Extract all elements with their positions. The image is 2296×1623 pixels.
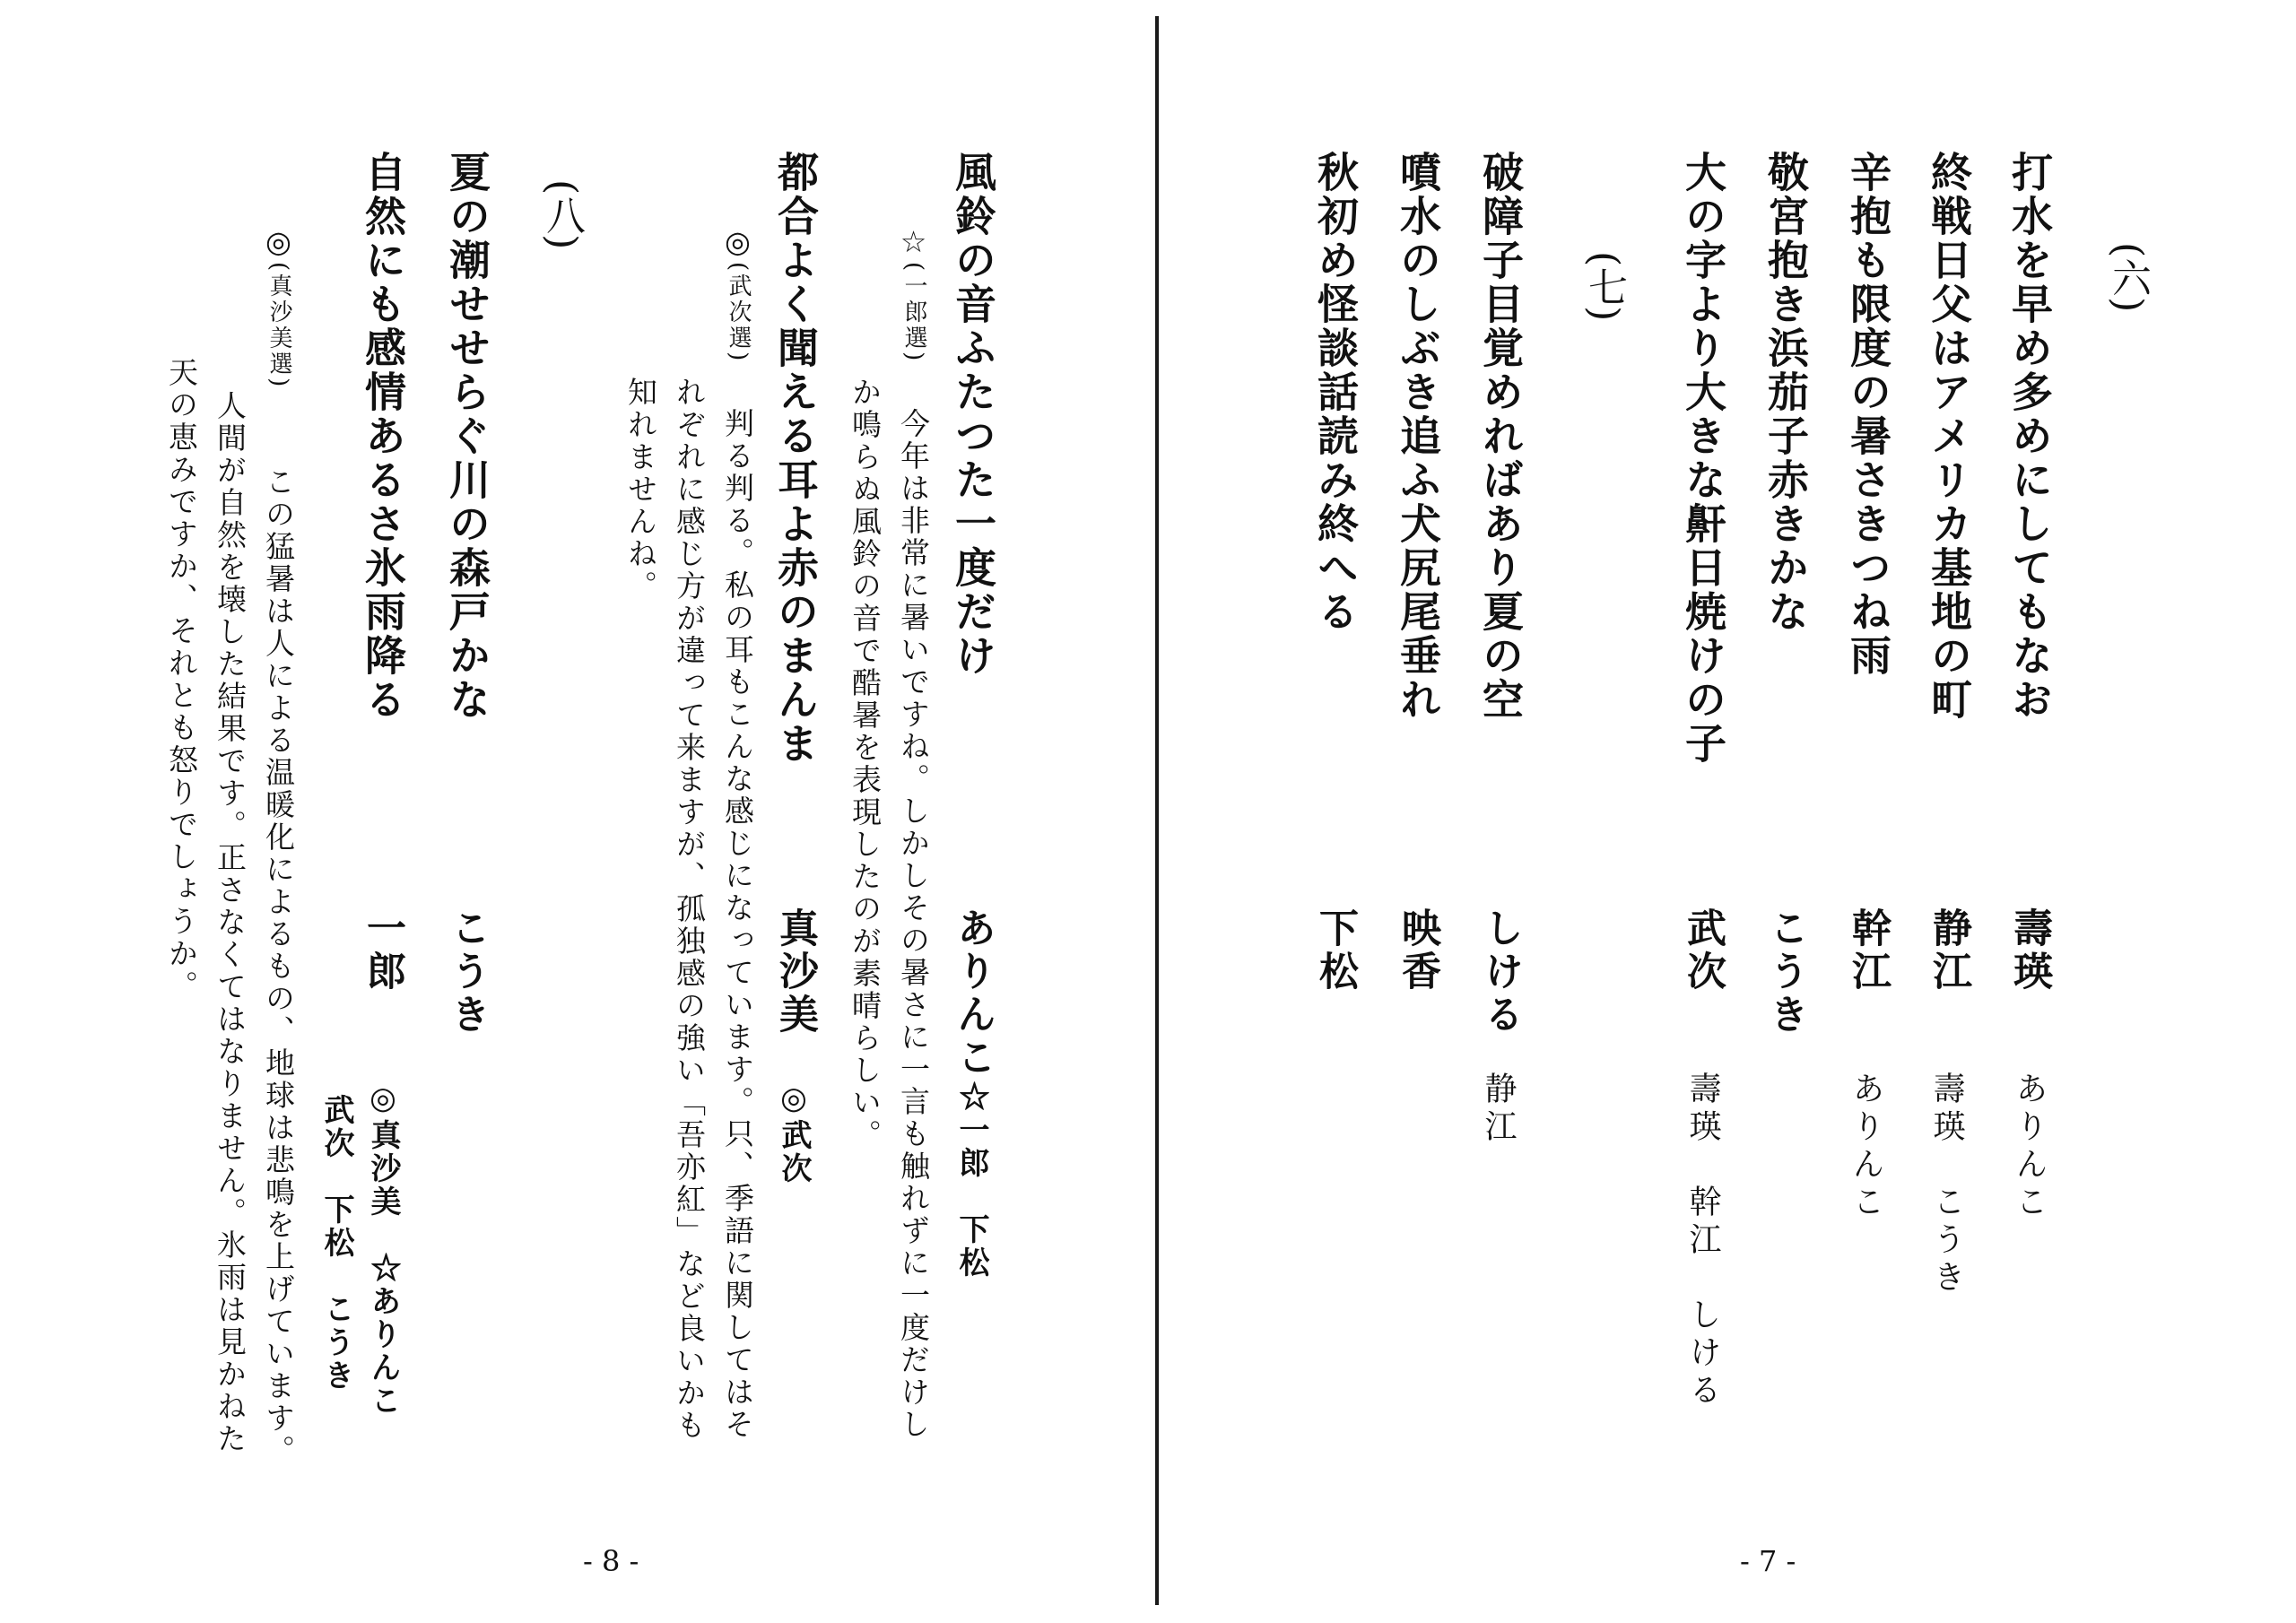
haiku-selectors: 壽瑛 幹江 しける	[1684, 1072, 1721, 1410]
haiku-text: 噴水のしぶき追ふ犬尻尾垂れ	[1394, 151, 1442, 722]
haiku-selectors: 静江	[1480, 1072, 1517, 1147]
haiku-text: 都合よく聞える耳よ赤のまんま	[771, 151, 820, 766]
section-heading-7: (七)	[1581, 251, 1627, 322]
haiku-author: しける	[1477, 907, 1523, 1037]
haiku-text: 破障子目覚めればあり夏の空	[1476, 151, 1525, 722]
haiku-selectors: ありんこ	[1848, 1072, 1884, 1222]
haiku-author: 映香	[1395, 907, 1440, 994]
comment-selector: (真沙美選)	[265, 262, 292, 390]
haiku-selectors: ◎真沙美 ☆ありんこ	[365, 1081, 401, 1418]
haiku-text: 辛抱も限度の暑さきつね雨	[1844, 151, 1892, 678]
comment-line: か鳴らぬ風鈴の音で酷暑を表現したのが素晴らしい。	[848, 377, 883, 1151]
haiku-text: 打水を早め多めにしてもなお	[2005, 151, 2054, 722]
haiku-text: 夏の潮せせらぐ川の森戸かな	[443, 151, 491, 722]
haiku-author: 幹江	[1845, 907, 1891, 994]
haiku-author: 静江	[1926, 907, 1971, 994]
haiku-author: 下松	[1312, 907, 1358, 994]
comment-mark: ◎	[720, 224, 755, 262]
haiku-author: 壽瑛	[2006, 907, 2052, 994]
comment-line: 判る判る。私の耳もこんな感じになっています。只、季語に関してはそ	[720, 408, 755, 1441]
haiku-author: こうき	[1762, 907, 1808, 1037]
haiku-author: こうき	[444, 907, 490, 1037]
haiku-author: 武次	[1680, 907, 1726, 994]
haiku-text: 終戦日父はアメリカ基地の町	[1925, 151, 1973, 722]
haiku-text: 大の字より大きな鼾日焼けの子	[1679, 151, 1727, 766]
page-number: - 7 -	[1740, 1544, 1796, 1578]
haiku-text: 敬宮抱き浜茄子赤きかな	[1761, 151, 1810, 634]
section-heading-8: (八)	[539, 179, 585, 250]
comment-line: 人間が自然を壊した結果です。正さなくてはなりません。氷雨は見かねた	[213, 390, 248, 1455]
comment-selector: (一郎選)	[900, 262, 927, 364]
haiku-selectors: 壽瑛 こうき	[1928, 1072, 1965, 1298]
comment-line: 天の恵みですか、それとも怒りでしょうか。	[164, 357, 199, 1002]
haiku-selectors: 武次 下松 こうき	[318, 1094, 354, 1393]
haiku-selectors: ありんこ	[2011, 1072, 2048, 1222]
haiku-author: 一郎	[360, 907, 405, 994]
haiku-selectors: ◎武次	[776, 1081, 812, 1185]
haiku-author: 真沙美	[772, 907, 818, 1037]
comment-selector: (武次選)	[725, 262, 752, 364]
comment-line: れぞれに感じ方が違って来ますが、孤独感の強い「吾亦紅」など良いかも	[672, 377, 707, 1442]
haiku-text: 風鈴の音ふたつた一度だけ	[949, 151, 997, 678]
comment-line: この猛暑は人による温暖化によるもの、地球は悲鳴を上げています。	[261, 466, 296, 1467]
haiku-text: 秋初め怪談話読み終へる	[1311, 151, 1360, 634]
haiku-text: 自然にも感情あるさ氷雨降る	[359, 151, 407, 722]
comment-line: 今年は非常に暑いですね。しかしその暑さに一言も触れずに一度だけし	[896, 408, 931, 1441]
comment-line: 知れませんね。	[623, 377, 658, 603]
haiku-author: ありんこ	[950, 907, 996, 1080]
section-heading-6: (六)	[2105, 242, 2151, 313]
page-number: - 8 -	[583, 1544, 639, 1578]
comment-mark: ☆	[896, 224, 931, 262]
comment-mark: ◎	[261, 224, 296, 262]
page-gutter-divider	[1155, 16, 1159, 1605]
haiku-selectors: ☆一郎 下松	[953, 1081, 989, 1280]
